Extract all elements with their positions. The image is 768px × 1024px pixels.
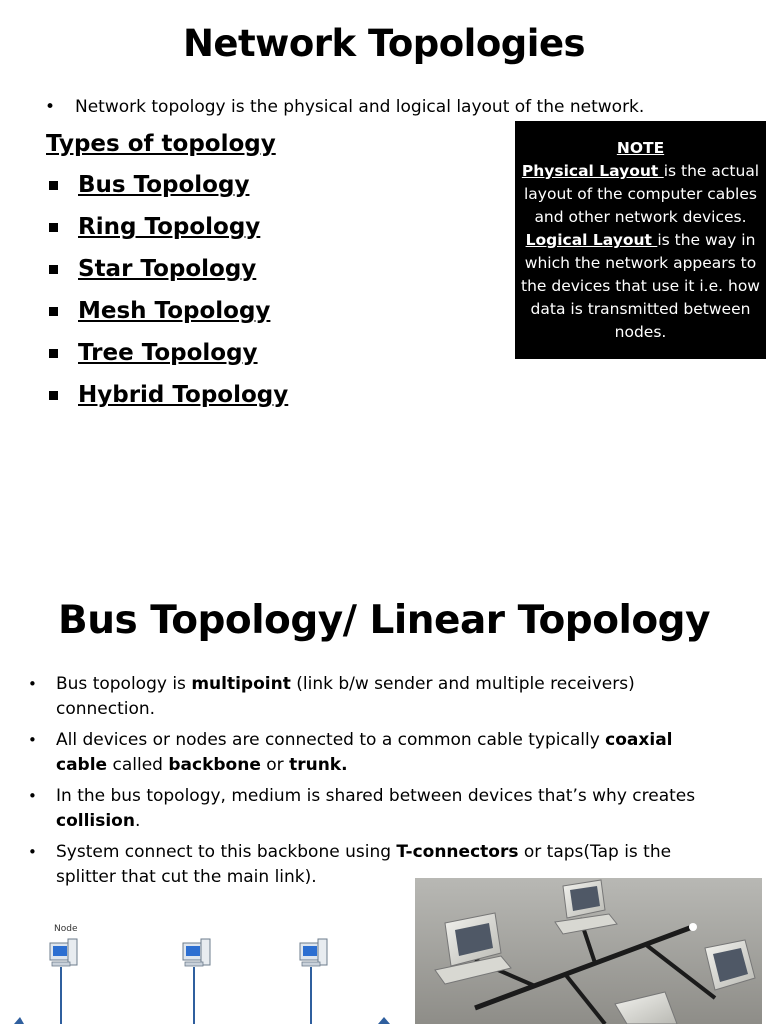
- bus-topology-diagram: [0, 915, 410, 1024]
- type-bus: Bus Topology: [78, 172, 250, 198]
- bullet-text: System connect to this backbone using: [56, 842, 397, 862]
- type-mesh: Mesh Topology: [78, 298, 271, 324]
- bold-term: collision: [56, 811, 135, 831]
- physical-layout-text: is the actual layout of the computer cables and other network devices.: [524, 162, 760, 226]
- intro-text: Network topology is the physical and logical layout of the network.: [75, 97, 645, 117]
- bullet-text: In the bus topology, medium is shared between devices that’s why creates: [56, 786, 696, 806]
- bullet-text: All devices or nodes are connected to a common cable typically: [56, 730, 606, 750]
- list-item: [46, 298, 288, 340]
- bus-network-photo: [415, 878, 762, 1024]
- bold-term: backbone: [168, 755, 261, 775]
- slide-title-bus-topology: Bus Topology/ Linear Topology: [57, 598, 711, 643]
- node-label: Node: [54, 924, 78, 934]
- square-bullet-icon: [49, 391, 58, 400]
- bullet-text: or taps(Tap is the splitter that cut the main link).: [56, 842, 672, 887]
- slide-title-network-topologies: Network Topologies: [182, 22, 586, 65]
- topology-type-list: [46, 172, 288, 424]
- bus-topology-bullets: [26, 672, 716, 896]
- list-item: [46, 256, 288, 298]
- bold-term: trunk.: [289, 755, 348, 775]
- list-item: [46, 340, 288, 382]
- bullet-dot: •: [45, 97, 56, 117]
- bus-bullet-item: [26, 784, 716, 834]
- logical-layout-term: Logical Layout: [525, 231, 658, 249]
- bullet-text: or: [260, 755, 290, 775]
- type-ring: Ring Topology: [78, 214, 261, 240]
- square-bullet-icon: [49, 307, 58, 316]
- computer-icon: [183, 939, 210, 966]
- terminator-icon: [14, 1017, 24, 1024]
- bus-bullet-item: [26, 672, 716, 722]
- list-item: [46, 172, 288, 214]
- bullet-text: called: [107, 755, 169, 775]
- square-bullet-icon: [49, 349, 58, 358]
- list-item: [46, 382, 288, 424]
- note-box: [515, 121, 766, 359]
- computer-icon: [50, 939, 77, 966]
- bullet-text: .: [134, 811, 141, 831]
- type-hybrid: Hybrid Topology: [78, 382, 289, 408]
- square-bullet-icon: [49, 265, 58, 274]
- bullet-text: (link b/w sender and multiple receivers) connection.: [56, 674, 635, 719]
- bold-term: coaxial cable: [56, 730, 673, 775]
- bold-term: multipoint: [191, 674, 291, 694]
- note-title: NOTE: [616, 139, 665, 157]
- type-star: Star Topology: [78, 256, 257, 282]
- types-heading: Types of topology: [46, 131, 276, 157]
- terminator-icon: [378, 1017, 390, 1024]
- bullet-text: Bus topology is: [56, 674, 192, 694]
- physical-layout-term: Physical Layout: [521, 162, 664, 180]
- list-item: [46, 214, 288, 256]
- logical-layout-text: is the way in which the network appears to the devices that use it i.e. how data is transmitted between nodes.: [521, 231, 760, 341]
- square-bullet-icon: [49, 181, 58, 190]
- bus-bullet-item: [26, 728, 716, 778]
- computer-icon: [300, 939, 327, 966]
- type-tree: Tree Topology: [78, 340, 258, 366]
- bold-term: T-connectors: [396, 842, 519, 862]
- square-bullet-icon: [49, 223, 58, 232]
- intro-bullet: [45, 97, 644, 117]
